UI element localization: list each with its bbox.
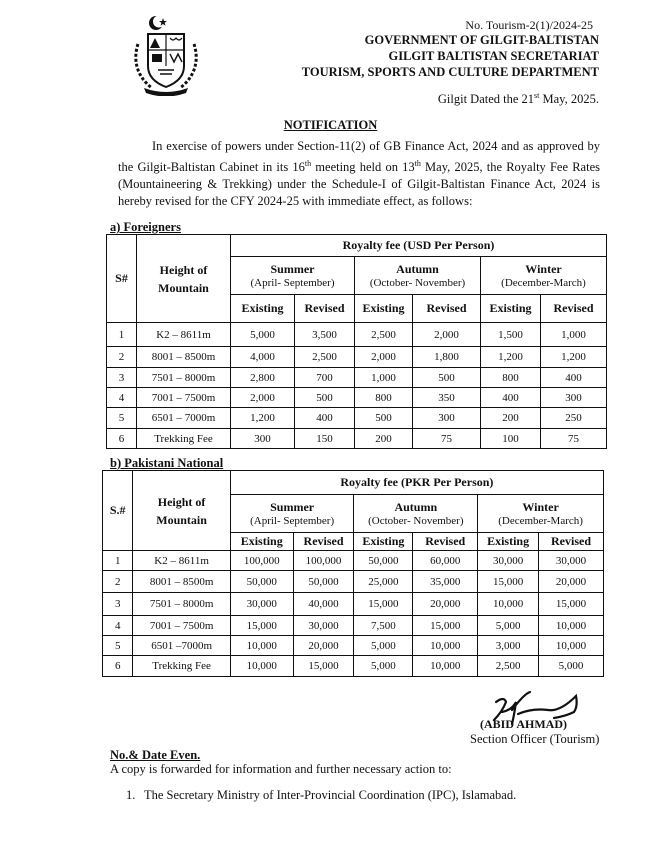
table-row bbox=[103, 656, 604, 677]
revised-header: Revised bbox=[295, 295, 355, 323]
notification-paragraph: In exercise of powers under Section-11(2) of GB Finance Act, 2024 and as approved by the Gilgit-Baltistan Cabinet in its 16th meeting held on 13th May, 2025, the Royalty Fee Rates (Mountaineering & Trekking) under the Schedule-I of Gilgit-Baltistan Finance Act, 2024 is hereby revised for the CFY 2024-25 with immediate effect, as follows: bbox=[118, 139, 600, 209]
fee-cell: 2,000 bbox=[413, 323, 481, 347]
signatory-designation: Section Officer (Tourism) bbox=[470, 732, 600, 746]
fee-cell: 15,000 bbox=[413, 616, 478, 636]
fee-cell: 150 bbox=[295, 429, 355, 449]
revised-header: Revised bbox=[413, 533, 478, 551]
height-cell: 7501 – 8000m bbox=[137, 368, 231, 388]
revised-header: Revised bbox=[541, 295, 607, 323]
copy-forward-line: A copy is forwarded for information and further necessary action to: bbox=[110, 762, 452, 776]
fee-cell: 5,000 bbox=[354, 656, 413, 677]
height-cell: Trekking Fee bbox=[133, 656, 230, 677]
sno-cell: 5 bbox=[107, 408, 137, 429]
fee-cell: 1,000 bbox=[355, 368, 413, 388]
height-cell: 8001 – 8500m bbox=[133, 571, 230, 593]
fee-cell: 700 bbox=[295, 368, 355, 388]
royalty-header: Royalty fee (USD Per Person) bbox=[231, 235, 607, 257]
sno-cell: 1 bbox=[103, 551, 133, 571]
pakistani-fee-table bbox=[102, 470, 604, 677]
fee-cell: 250 bbox=[541, 408, 607, 429]
revised-header: Revised bbox=[293, 533, 354, 551]
fee-cell: 50,000 bbox=[354, 551, 413, 571]
height-cell: 7501 – 8000m bbox=[133, 593, 230, 616]
fee-cell: 100,000 bbox=[293, 551, 354, 571]
fee-cell: 20,000 bbox=[293, 636, 354, 656]
sno-cell: 6 bbox=[107, 429, 137, 449]
royalty-header: Royalty fee (PKR Per Person) bbox=[230, 471, 603, 495]
fee-cell: 15,000 bbox=[539, 593, 604, 616]
fee-cell: 500 bbox=[295, 388, 355, 408]
fee-cell: 800 bbox=[355, 388, 413, 408]
fee-cell: 10,000 bbox=[230, 636, 293, 656]
fee-cell: 10,000 bbox=[413, 656, 478, 677]
notification-title: NOTIFICATION bbox=[283, 118, 378, 132]
signatory-name: (ABID AHMAD) bbox=[480, 717, 567, 731]
fee-cell: 350 bbox=[413, 388, 481, 408]
section-foreigners-label: a) Foreigners bbox=[110, 220, 181, 234]
fee-cell: 5,000 bbox=[231, 323, 295, 347]
fee-cell: 400 bbox=[295, 408, 355, 429]
season-winter: Winter (December-March) bbox=[481, 257, 607, 295]
table-row bbox=[107, 408, 607, 429]
fee-cell: 15,000 bbox=[230, 616, 293, 636]
number-date-reference: No.& Date Even. bbox=[110, 748, 201, 762]
revised-header: Revised bbox=[539, 533, 604, 551]
fee-cell: 7,500 bbox=[354, 616, 413, 636]
fee-cell: 5,000 bbox=[478, 616, 539, 636]
fee-cell: 200 bbox=[481, 408, 541, 429]
fee-cell: 300 bbox=[413, 408, 481, 429]
fee-cell: 1,000 bbox=[541, 323, 607, 347]
foreigners-fee-table bbox=[106, 234, 607, 449]
reference-number: No. Tourism-2(1)/2024-25 bbox=[465, 18, 593, 32]
fee-cell: 5,000 bbox=[539, 656, 604, 677]
height-cell: 6501 –7000m bbox=[133, 636, 230, 656]
height-cell: 7001 – 7500m bbox=[133, 616, 230, 636]
fee-cell: 75 bbox=[413, 429, 481, 449]
fee-cell: 1,200 bbox=[541, 347, 607, 368]
existing-header: Existing bbox=[481, 295, 541, 323]
height-cell: 7001 – 7500m bbox=[137, 388, 231, 408]
fee-cell: 20,000 bbox=[413, 593, 478, 616]
fee-cell: 75 bbox=[541, 429, 607, 449]
table-row bbox=[103, 636, 604, 656]
sno-cell: 4 bbox=[107, 388, 137, 408]
existing-header: Existing bbox=[230, 533, 293, 551]
height-cell: K2 – 8611m bbox=[133, 551, 230, 571]
table-row bbox=[107, 347, 607, 368]
fee-cell: 2,000 bbox=[355, 347, 413, 368]
season-summer: Summer (April- September) bbox=[230, 495, 354, 533]
fee-cell: 400 bbox=[481, 388, 541, 408]
table-row bbox=[107, 368, 607, 388]
fee-cell: 2,500 bbox=[295, 347, 355, 368]
sno-cell: 4 bbox=[103, 616, 133, 636]
sno-cell: 3 bbox=[103, 593, 133, 616]
table-row bbox=[103, 551, 604, 571]
fee-cell: 100 bbox=[481, 429, 541, 449]
header-line-government: GOVERNMENT OF GILGIT-BALTISTAN bbox=[364, 33, 599, 47]
header-line-secretariat: GILGIT BALTISTAN SECRETARIAT bbox=[388, 49, 599, 63]
fee-cell: 100,000 bbox=[230, 551, 293, 571]
fee-cell: 60,000 bbox=[413, 551, 478, 571]
existing-header: Existing bbox=[354, 533, 413, 551]
fee-cell: 800 bbox=[481, 368, 541, 388]
government-emblem-icon bbox=[130, 14, 202, 96]
sno-cell: 2 bbox=[107, 347, 137, 368]
sno-header: S# bbox=[107, 235, 137, 323]
fee-cell: 40,000 bbox=[293, 593, 354, 616]
season-summer: Summer (April- September) bbox=[231, 257, 355, 295]
fee-cell: 10,000 bbox=[230, 656, 293, 677]
distribution-list-item: 1. The Secretary Ministry of Inter-Provincial Coordination (IPC), Islamabad. bbox=[126, 788, 517, 802]
fee-cell: 35,000 bbox=[413, 571, 478, 593]
existing-header: Existing bbox=[478, 533, 539, 551]
height-cell: Trekking Fee bbox=[137, 429, 231, 449]
sno-cell: 1 bbox=[107, 323, 137, 347]
department-header bbox=[302, 32, 599, 80]
fee-cell: 5,000 bbox=[354, 636, 413, 656]
header-line-department: TOURISM, SPORTS AND CULTURE DEPARTMENT bbox=[301, 65, 599, 79]
fee-cell: 4,000 bbox=[231, 347, 295, 368]
fee-cell: 30,000 bbox=[230, 593, 293, 616]
fee-cell: 300 bbox=[541, 388, 607, 408]
height-cell: 8001 – 8500m bbox=[137, 347, 231, 368]
fee-cell: 1,800 bbox=[413, 347, 481, 368]
table-row bbox=[107, 429, 607, 449]
fee-cell: 10,000 bbox=[539, 636, 604, 656]
existing-header: Existing bbox=[231, 295, 295, 323]
fee-cell: 20,000 bbox=[539, 571, 604, 593]
fee-cell: 2,500 bbox=[478, 656, 539, 677]
season-autumn: Autumn (October- November) bbox=[355, 257, 481, 295]
fee-cell: 10,000 bbox=[478, 593, 539, 616]
fee-cell: 300 bbox=[231, 429, 295, 449]
table-row bbox=[107, 388, 607, 408]
fee-cell: 3,000 bbox=[478, 636, 539, 656]
fee-cell: 200 bbox=[355, 429, 413, 449]
height-header: Height of Mountain bbox=[137, 235, 231, 323]
season-autumn: Autumn (October- November) bbox=[354, 495, 478, 533]
height-header: Height of Mountain bbox=[133, 471, 230, 551]
fee-cell: 2,500 bbox=[355, 323, 413, 347]
fee-cell: 50,000 bbox=[230, 571, 293, 593]
sno-header: S.# bbox=[103, 471, 133, 551]
fee-cell: 30,000 bbox=[478, 551, 539, 571]
fee-cell: 3,500 bbox=[295, 323, 355, 347]
date-line: Gilgit Dated the 21st May, 2025. bbox=[437, 91, 599, 107]
fee-cell: 500 bbox=[413, 368, 481, 388]
table-row bbox=[103, 571, 604, 593]
fee-cell: 2,800 bbox=[231, 368, 295, 388]
sno-cell: 5 bbox=[103, 636, 133, 656]
season-winter: Winter (December-March) bbox=[478, 495, 604, 533]
sno-cell: 6 bbox=[103, 656, 133, 677]
sno-cell: 3 bbox=[107, 368, 137, 388]
fee-cell: 30,000 bbox=[539, 551, 604, 571]
section-pakistani-label: b) Pakistani National bbox=[110, 456, 224, 470]
fee-cell: 1,500 bbox=[481, 323, 541, 347]
fee-cell: 15,000 bbox=[478, 571, 539, 593]
fee-cell: 1,200 bbox=[481, 347, 541, 368]
fee-cell: 10,000 bbox=[539, 616, 604, 636]
table-row bbox=[103, 616, 604, 636]
fee-cell: 25,000 bbox=[354, 571, 413, 593]
existing-header: Existing bbox=[355, 295, 413, 323]
fee-cell: 2,000 bbox=[231, 388, 295, 408]
fee-cell: 400 bbox=[541, 368, 607, 388]
height-cell: K2 – 8611m bbox=[137, 323, 231, 347]
fee-cell: 500 bbox=[355, 408, 413, 429]
fee-cell: 30,000 bbox=[293, 616, 354, 636]
fee-cell: 15,000 bbox=[293, 656, 354, 677]
fee-cell: 15,000 bbox=[354, 593, 413, 616]
fee-cell: 50,000 bbox=[293, 571, 354, 593]
revised-header: Revised bbox=[413, 295, 481, 323]
fee-cell: 1,200 bbox=[231, 408, 295, 429]
table-row bbox=[103, 593, 604, 616]
sno-cell: 2 bbox=[103, 571, 133, 593]
height-cell: 6501 – 7000m bbox=[137, 408, 231, 429]
fee-cell: 10,000 bbox=[413, 636, 478, 656]
table-row bbox=[107, 323, 607, 347]
